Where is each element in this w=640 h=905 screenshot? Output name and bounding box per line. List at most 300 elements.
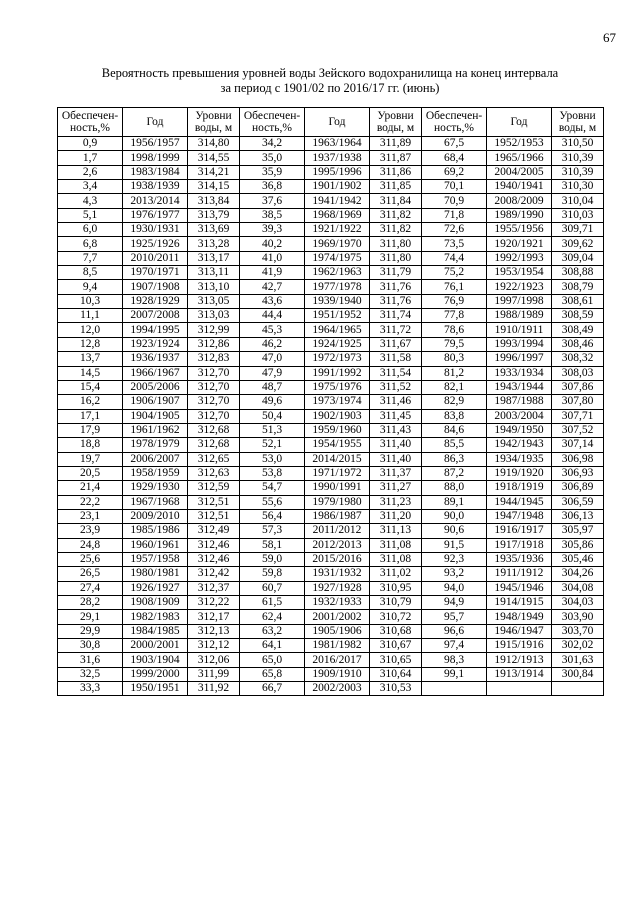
probability-cell: 29,1 bbox=[58, 610, 123, 624]
probability-cell: 12,0 bbox=[58, 323, 123, 337]
year-cell: 1959/1960 bbox=[305, 423, 370, 437]
year-cell: 1946/1947 bbox=[487, 624, 552, 638]
probability-cell: 14,5 bbox=[58, 366, 123, 380]
probability-cell: 86,3 bbox=[422, 452, 487, 466]
probability-cell: 38,5 bbox=[240, 208, 305, 222]
year-cell: 2008/2009 bbox=[487, 194, 552, 208]
table-row bbox=[58, 194, 604, 208]
level-cell: 309,04 bbox=[552, 251, 604, 265]
level-cell: 305,86 bbox=[552, 538, 604, 552]
table-row bbox=[58, 596, 604, 610]
level-cell: 312,63 bbox=[188, 466, 240, 480]
level-cell: 310,68 bbox=[370, 624, 422, 638]
level-cell: 311,43 bbox=[370, 423, 422, 437]
year-cell: 1929/1930 bbox=[123, 481, 188, 495]
table-row bbox=[58, 624, 604, 638]
level-cell: 311,40 bbox=[370, 438, 422, 452]
year-cell: 1960/1961 bbox=[123, 538, 188, 552]
year-cell: 1937/1938 bbox=[305, 151, 370, 165]
year-cell: 1995/1996 bbox=[305, 165, 370, 179]
probability-cell: 90,6 bbox=[422, 524, 487, 538]
probability-cell: 95,7 bbox=[422, 610, 487, 624]
title-line-2: за период с 1901/02 по 2016/17 гг. (июнь) bbox=[220, 81, 440, 95]
year-cell: 1982/1983 bbox=[123, 610, 188, 624]
table-row bbox=[58, 366, 604, 380]
year-cell: 2013/2014 bbox=[123, 194, 188, 208]
probability-cell: 91,5 bbox=[422, 538, 487, 552]
level-cell: 310,03 bbox=[552, 208, 604, 222]
header-year: Год bbox=[305, 108, 370, 137]
probability-cell: 30,8 bbox=[58, 639, 123, 653]
level-cell bbox=[552, 682, 604, 696]
level-cell: 311,87 bbox=[370, 151, 422, 165]
level-cell: 311,76 bbox=[370, 280, 422, 294]
year-cell: 1938/1939 bbox=[123, 180, 188, 194]
year-cell: 1968/1969 bbox=[305, 208, 370, 222]
probability-cell: 72,6 bbox=[422, 223, 487, 237]
probability-cell: 47,9 bbox=[240, 366, 305, 380]
level-cell: 312,42 bbox=[188, 567, 240, 581]
probability-cell: 68,4 bbox=[422, 151, 487, 165]
level-cell: 312,99 bbox=[188, 323, 240, 337]
year-cell: 1991/1992 bbox=[305, 366, 370, 380]
year-cell: 1981/1982 bbox=[305, 639, 370, 653]
probability-cell: 64,1 bbox=[240, 639, 305, 653]
probability-cell: 65,8 bbox=[240, 667, 305, 681]
year-cell: 1972/1973 bbox=[305, 352, 370, 366]
header-probability: Обеспечен- ность,% bbox=[422, 108, 487, 137]
year-cell: 2010/2011 bbox=[123, 251, 188, 265]
year-cell: 1933/1934 bbox=[487, 366, 552, 380]
year-cell: 2006/2007 bbox=[123, 452, 188, 466]
year-cell: 1978/1979 bbox=[123, 438, 188, 452]
probability-cell: 0,9 bbox=[58, 137, 123, 151]
probability-cell: 34,2 bbox=[240, 137, 305, 151]
level-cell: 313,17 bbox=[188, 251, 240, 265]
level-cell: 307,80 bbox=[552, 395, 604, 409]
year-cell: 1953/1954 bbox=[487, 266, 552, 280]
level-cell: 314,15 bbox=[188, 180, 240, 194]
level-cell: 312,70 bbox=[188, 366, 240, 380]
probability-cell: 7,7 bbox=[58, 251, 123, 265]
level-cell: 313,69 bbox=[188, 223, 240, 237]
level-cell: 310,39 bbox=[552, 165, 604, 179]
probability-cell: 80,3 bbox=[422, 352, 487, 366]
year-cell: 1907/1908 bbox=[123, 280, 188, 294]
probability-cell: 48,7 bbox=[240, 380, 305, 394]
table-row bbox=[58, 452, 604, 466]
level-cell: 311,08 bbox=[370, 552, 422, 566]
year-cell: 2002/2003 bbox=[305, 682, 370, 696]
year-cell: 1961/1962 bbox=[123, 423, 188, 437]
probability-cell: 59,8 bbox=[240, 567, 305, 581]
level-cell: 311,54 bbox=[370, 366, 422, 380]
table-row bbox=[58, 237, 604, 251]
year-cell: 1985/1986 bbox=[123, 524, 188, 538]
year-cell: 1901/1902 bbox=[305, 180, 370, 194]
table-row bbox=[58, 610, 604, 624]
table-row bbox=[58, 380, 604, 394]
level-cell: 309,71 bbox=[552, 223, 604, 237]
level-cell: 311,80 bbox=[370, 237, 422, 251]
level-cell: 312,70 bbox=[188, 409, 240, 423]
level-cell: 313,84 bbox=[188, 194, 240, 208]
level-cell: 306,98 bbox=[552, 452, 604, 466]
probability-cell: 41,0 bbox=[240, 251, 305, 265]
probability-cell: 85,5 bbox=[422, 438, 487, 452]
table-row bbox=[58, 180, 604, 194]
probability-cell: 20,5 bbox=[58, 466, 123, 480]
year-cell: 1930/1931 bbox=[123, 223, 188, 237]
level-cell: 311,74 bbox=[370, 309, 422, 323]
year-cell: 1924/1925 bbox=[305, 337, 370, 351]
year-cell: 1963/1964 bbox=[305, 137, 370, 151]
probability-cell: 27,4 bbox=[58, 581, 123, 595]
probability-cell: 56,4 bbox=[240, 509, 305, 523]
year-cell: 1934/1935 bbox=[487, 452, 552, 466]
probability-cell: 42,7 bbox=[240, 280, 305, 294]
probability-cell: 59,0 bbox=[240, 552, 305, 566]
probability-cell: 90,0 bbox=[422, 509, 487, 523]
level-cell: 312,59 bbox=[188, 481, 240, 495]
year-cell: 2004/2005 bbox=[487, 165, 552, 179]
table-row bbox=[58, 251, 604, 265]
level-cell: 314,21 bbox=[188, 165, 240, 179]
year-cell: 1939/1940 bbox=[305, 294, 370, 308]
year-cell: 1927/1928 bbox=[305, 581, 370, 595]
year-cell: 1987/1988 bbox=[487, 395, 552, 409]
probability-cell: 70,1 bbox=[422, 180, 487, 194]
table-row bbox=[58, 438, 604, 452]
table-row bbox=[58, 639, 604, 653]
level-cell: 304,03 bbox=[552, 596, 604, 610]
probability-cell: 4,3 bbox=[58, 194, 123, 208]
year-cell: 1917/1918 bbox=[487, 538, 552, 552]
level-cell: 310,67 bbox=[370, 639, 422, 653]
level-cell: 307,86 bbox=[552, 380, 604, 394]
probability-cell: 10,3 bbox=[58, 294, 123, 308]
level-cell: 308,46 bbox=[552, 337, 604, 351]
header-level: Уровни воды, м bbox=[370, 108, 422, 137]
year-cell: 1942/1943 bbox=[487, 438, 552, 452]
probability-cell: 66,7 bbox=[240, 682, 305, 696]
probability-cell: 76,9 bbox=[422, 294, 487, 308]
level-cell: 314,55 bbox=[188, 151, 240, 165]
probability-cell: 51,3 bbox=[240, 423, 305, 437]
probability-cell: 57,3 bbox=[240, 524, 305, 538]
table-row bbox=[58, 538, 604, 552]
year-cell: 2000/2001 bbox=[123, 639, 188, 653]
level-cell: 312,37 bbox=[188, 581, 240, 595]
year-cell: 1909/1910 bbox=[305, 667, 370, 681]
level-cell: 311,82 bbox=[370, 208, 422, 222]
probability-cell: 45,3 bbox=[240, 323, 305, 337]
probability-cell: 9,4 bbox=[58, 280, 123, 294]
table-row bbox=[58, 337, 604, 351]
probability-cell: 44,4 bbox=[240, 309, 305, 323]
water-level-table bbox=[57, 107, 604, 696]
year-cell: 1951/1952 bbox=[305, 309, 370, 323]
probability-cell: 23,9 bbox=[58, 524, 123, 538]
year-cell: 1956/1957 bbox=[123, 137, 188, 151]
probability-cell: 17,1 bbox=[58, 409, 123, 423]
level-cell: 306,59 bbox=[552, 495, 604, 509]
year-cell: 2012/2013 bbox=[305, 538, 370, 552]
year-cell: 1905/1906 bbox=[305, 624, 370, 638]
year-cell: 1965/1966 bbox=[487, 151, 552, 165]
level-cell: 304,08 bbox=[552, 581, 604, 595]
table-row bbox=[58, 552, 604, 566]
year-cell: 1903/1904 bbox=[123, 653, 188, 667]
level-cell: 312,17 bbox=[188, 610, 240, 624]
table-row bbox=[58, 581, 604, 595]
level-cell: 308,32 bbox=[552, 352, 604, 366]
level-cell: 313,05 bbox=[188, 294, 240, 308]
probability-cell: 32,5 bbox=[58, 667, 123, 681]
probability-cell: 84,6 bbox=[422, 423, 487, 437]
year-cell: 2016/2017 bbox=[305, 653, 370, 667]
probability-cell: 81,2 bbox=[422, 366, 487, 380]
year-cell: 1973/1974 bbox=[305, 395, 370, 409]
probability-cell bbox=[422, 682, 487, 696]
probability-cell: 75,2 bbox=[422, 266, 487, 280]
probability-cell: 15,4 bbox=[58, 380, 123, 394]
probability-cell: 49,6 bbox=[240, 395, 305, 409]
year-cell: 1928/1929 bbox=[123, 294, 188, 308]
probability-cell: 19,7 bbox=[58, 452, 123, 466]
probability-cell: 24,8 bbox=[58, 538, 123, 552]
probability-cell: 23,1 bbox=[58, 509, 123, 523]
level-cell: 311,37 bbox=[370, 466, 422, 480]
year-cell: 1947/1948 bbox=[487, 509, 552, 523]
level-cell: 311,46 bbox=[370, 395, 422, 409]
level-cell: 310,30 bbox=[552, 180, 604, 194]
level-cell: 310,39 bbox=[552, 151, 604, 165]
level-cell: 308,61 bbox=[552, 294, 604, 308]
probability-cell: 79,5 bbox=[422, 337, 487, 351]
level-cell: 311,76 bbox=[370, 294, 422, 308]
probability-cell: 46,2 bbox=[240, 337, 305, 351]
level-cell: 312,12 bbox=[188, 639, 240, 653]
level-cell: 311,82 bbox=[370, 223, 422, 237]
probability-cell: 17,9 bbox=[58, 423, 123, 437]
level-cell: 312,46 bbox=[188, 552, 240, 566]
probability-cell: 65,0 bbox=[240, 653, 305, 667]
level-cell: 308,79 bbox=[552, 280, 604, 294]
year-cell: 1941/1942 bbox=[305, 194, 370, 208]
year-cell: 1943/1944 bbox=[487, 380, 552, 394]
year-cell: 1967/1968 bbox=[123, 495, 188, 509]
level-cell: 312,46 bbox=[188, 538, 240, 552]
level-cell: 308,49 bbox=[552, 323, 604, 337]
probability-cell: 40,2 bbox=[240, 237, 305, 251]
year-cell: 2009/2010 bbox=[123, 509, 188, 523]
level-cell: 302,02 bbox=[552, 639, 604, 653]
probability-cell: 62,4 bbox=[240, 610, 305, 624]
table-row bbox=[58, 294, 604, 308]
probability-cell: 25,6 bbox=[58, 552, 123, 566]
table-row bbox=[58, 151, 604, 165]
table-row bbox=[58, 352, 604, 366]
level-cell: 311,52 bbox=[370, 380, 422, 394]
table-row bbox=[58, 567, 604, 581]
probability-cell: 69,2 bbox=[422, 165, 487, 179]
year-cell: 1945/1946 bbox=[487, 581, 552, 595]
probability-cell: 71,8 bbox=[422, 208, 487, 222]
table-row bbox=[58, 653, 604, 667]
probability-cell: 12,8 bbox=[58, 337, 123, 351]
level-cell: 311,08 bbox=[370, 538, 422, 552]
year-cell: 1911/1912 bbox=[487, 567, 552, 581]
probability-cell: 18,8 bbox=[58, 438, 123, 452]
year-cell: 1958/1959 bbox=[123, 466, 188, 480]
year-cell: 1980/1981 bbox=[123, 567, 188, 581]
level-cell: 300,84 bbox=[552, 667, 604, 681]
table-row bbox=[58, 524, 604, 538]
probability-cell: 82,9 bbox=[422, 395, 487, 409]
probability-cell: 26,5 bbox=[58, 567, 123, 581]
probability-cell: 98,3 bbox=[422, 653, 487, 667]
level-cell: 312,68 bbox=[188, 438, 240, 452]
year-cell: 1954/1955 bbox=[305, 438, 370, 452]
level-cell: 311,13 bbox=[370, 524, 422, 538]
level-cell: 310,53 bbox=[370, 682, 422, 696]
year-cell: 1950/1951 bbox=[123, 682, 188, 696]
level-cell: 311,23 bbox=[370, 495, 422, 509]
probability-cell: 35,0 bbox=[240, 151, 305, 165]
probability-cell: 97,4 bbox=[422, 639, 487, 653]
level-cell: 301,63 bbox=[552, 653, 604, 667]
table-row bbox=[58, 165, 604, 179]
probability-cell: 88,0 bbox=[422, 481, 487, 495]
year-cell: 1904/1905 bbox=[123, 409, 188, 423]
year-cell: 1952/1953 bbox=[487, 137, 552, 151]
header-level: Уровни воды, м bbox=[552, 108, 604, 137]
probability-cell: 39,3 bbox=[240, 223, 305, 237]
level-cell: 309,62 bbox=[552, 237, 604, 251]
probability-cell: 67,5 bbox=[422, 137, 487, 151]
level-cell: 310,64 bbox=[370, 667, 422, 681]
level-cell: 305,97 bbox=[552, 524, 604, 538]
level-cell: 310,65 bbox=[370, 653, 422, 667]
year-cell: 1925/1926 bbox=[123, 237, 188, 251]
level-cell: 311,99 bbox=[188, 667, 240, 681]
year-cell: 1902/1903 bbox=[305, 409, 370, 423]
year-cell: 1990/1991 bbox=[305, 481, 370, 495]
year-cell: 1910/1911 bbox=[487, 323, 552, 337]
year-cell: 1920/1921 bbox=[487, 237, 552, 251]
probability-cell: 94,0 bbox=[422, 581, 487, 595]
year-cell: 1949/1950 bbox=[487, 423, 552, 437]
header-year: Год bbox=[487, 108, 552, 137]
probability-cell: 6,0 bbox=[58, 223, 123, 237]
year-cell: 1944/1945 bbox=[487, 495, 552, 509]
year-cell: 1922/1923 bbox=[487, 280, 552, 294]
table-row bbox=[58, 208, 604, 222]
document-title bbox=[40, 66, 620, 96]
level-cell: 311,86 bbox=[370, 165, 422, 179]
table-row bbox=[58, 509, 604, 523]
probability-cell: 54,7 bbox=[240, 481, 305, 495]
level-cell: 313,03 bbox=[188, 309, 240, 323]
probability-cell: 35,9 bbox=[240, 165, 305, 179]
probability-cell: 37,6 bbox=[240, 194, 305, 208]
level-cell: 312,70 bbox=[188, 395, 240, 409]
level-cell: 311,80 bbox=[370, 251, 422, 265]
probability-cell: 77,8 bbox=[422, 309, 487, 323]
header-row bbox=[58, 108, 604, 137]
probability-cell: 2,6 bbox=[58, 165, 123, 179]
year-cell: 2011/2012 bbox=[305, 524, 370, 538]
year-cell: 2014/2015 bbox=[305, 452, 370, 466]
probability-cell: 61,5 bbox=[240, 596, 305, 610]
level-cell: 312,06 bbox=[188, 653, 240, 667]
level-cell: 312,51 bbox=[188, 495, 240, 509]
year-cell bbox=[487, 682, 552, 696]
level-cell: 313,79 bbox=[188, 208, 240, 222]
year-cell: 1971/1972 bbox=[305, 466, 370, 480]
level-cell: 313,11 bbox=[188, 266, 240, 280]
probability-cell: 3,4 bbox=[58, 180, 123, 194]
year-cell: 1984/1985 bbox=[123, 624, 188, 638]
level-cell: 305,46 bbox=[552, 552, 604, 566]
level-cell: 312,22 bbox=[188, 596, 240, 610]
level-cell: 311,45 bbox=[370, 409, 422, 423]
table-row bbox=[58, 395, 604, 409]
table-row bbox=[58, 409, 604, 423]
year-cell: 1955/1956 bbox=[487, 223, 552, 237]
table-row bbox=[58, 137, 604, 151]
year-cell: 1964/1965 bbox=[305, 323, 370, 337]
year-cell: 1992/1993 bbox=[487, 251, 552, 265]
probability-cell: 52,1 bbox=[240, 438, 305, 452]
level-cell: 312,49 bbox=[188, 524, 240, 538]
level-cell: 310,04 bbox=[552, 194, 604, 208]
probability-cell: 50,4 bbox=[240, 409, 305, 423]
year-cell: 1986/1987 bbox=[305, 509, 370, 523]
header-probability: Обеспечен- ность,% bbox=[240, 108, 305, 137]
level-cell: 306,13 bbox=[552, 509, 604, 523]
probability-cell: 73,5 bbox=[422, 237, 487, 251]
level-cell: 311,89 bbox=[370, 137, 422, 151]
year-cell: 1997/1998 bbox=[487, 294, 552, 308]
header-probability: Обеспечен- ность,% bbox=[58, 108, 123, 137]
probability-cell: 92,3 bbox=[422, 552, 487, 566]
year-cell: 1915/1916 bbox=[487, 639, 552, 653]
level-cell: 310,95 bbox=[370, 581, 422, 595]
table-body bbox=[58, 137, 604, 696]
probability-cell: 74,4 bbox=[422, 251, 487, 265]
year-cell: 1969/1970 bbox=[305, 237, 370, 251]
level-cell: 304,26 bbox=[552, 567, 604, 581]
probability-cell: 6,8 bbox=[58, 237, 123, 251]
probability-cell: 5,1 bbox=[58, 208, 123, 222]
level-cell: 311,84 bbox=[370, 194, 422, 208]
year-cell: 2005/2006 bbox=[123, 380, 188, 394]
level-cell: 314,80 bbox=[188, 137, 240, 151]
level-cell: 307,14 bbox=[552, 438, 604, 452]
year-cell: 1983/1984 bbox=[123, 165, 188, 179]
year-cell: 1914/1915 bbox=[487, 596, 552, 610]
level-cell: 311,02 bbox=[370, 567, 422, 581]
year-cell: 1923/1924 bbox=[123, 337, 188, 351]
year-cell: 1999/2000 bbox=[123, 667, 188, 681]
probability-cell: 21,4 bbox=[58, 481, 123, 495]
year-cell: 1977/1978 bbox=[305, 280, 370, 294]
year-cell: 2007/2008 bbox=[123, 309, 188, 323]
probability-cell: 63,2 bbox=[240, 624, 305, 638]
probability-cell: 11,1 bbox=[58, 309, 123, 323]
